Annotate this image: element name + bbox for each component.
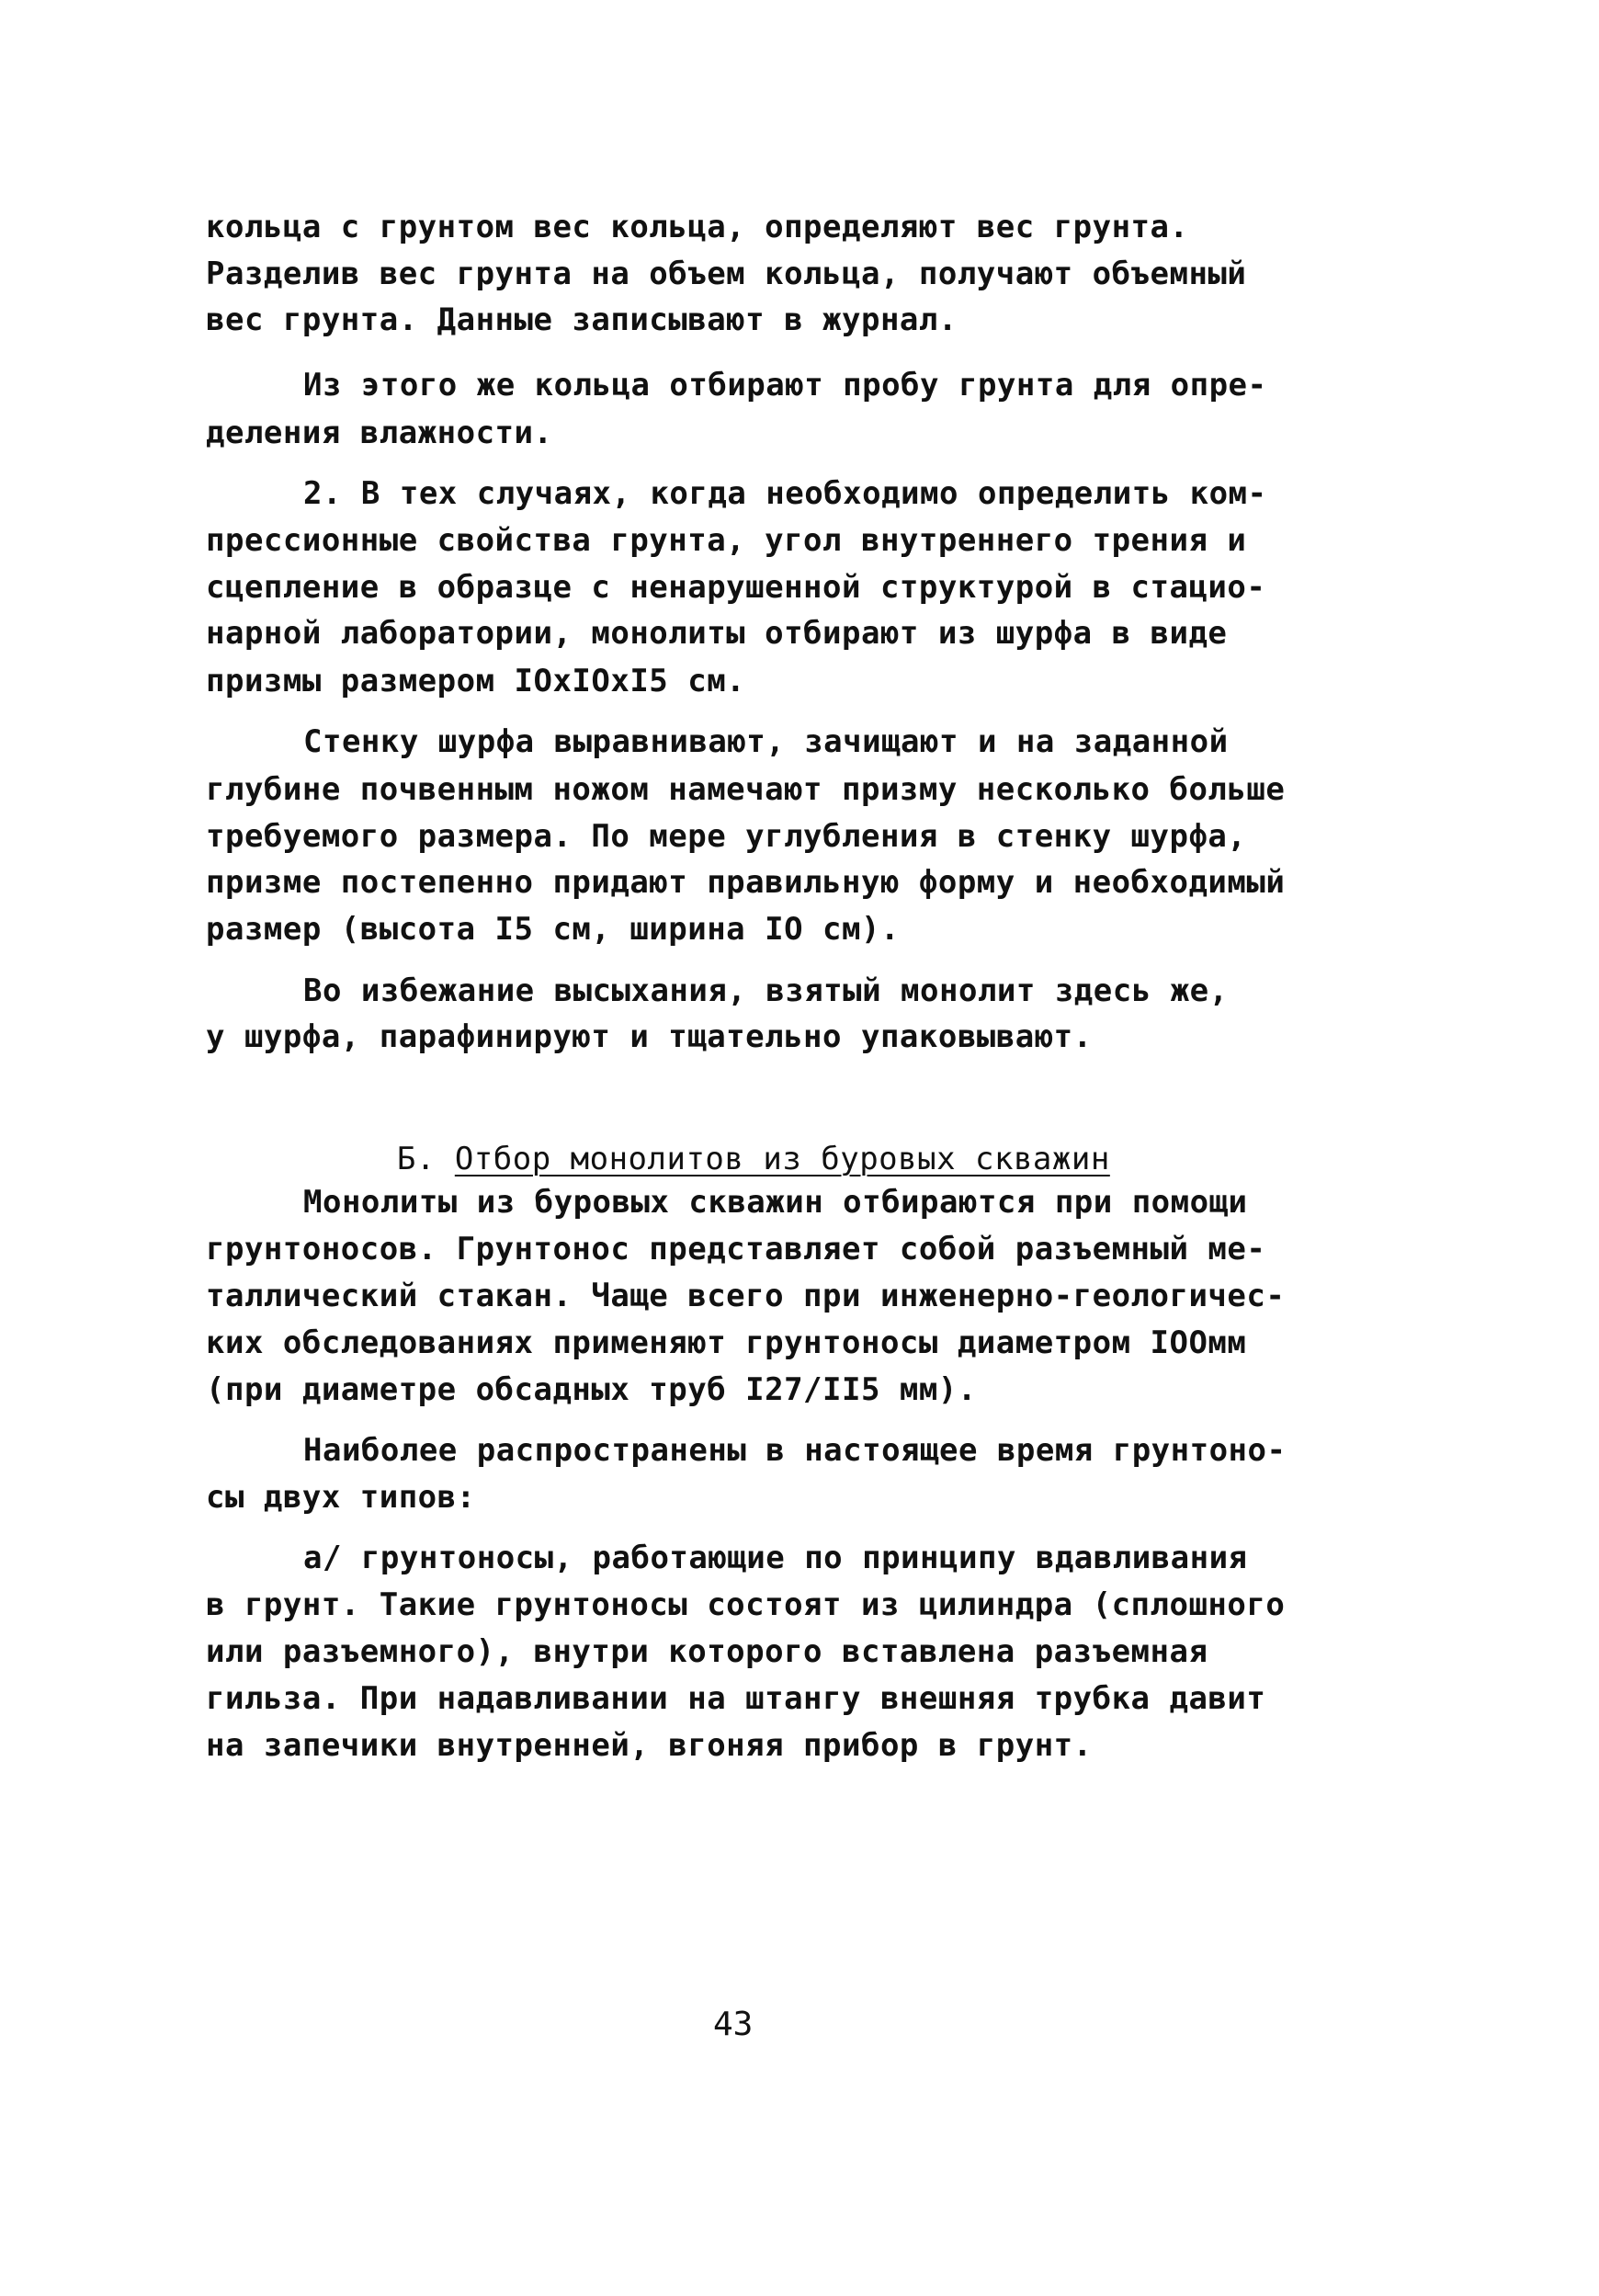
text-line: или разъемного), внутри которого вставлена разъемная bbox=[206, 1633, 1208, 1670]
text-line: кольца с грунтом вес кольца, определяют вес грунта. bbox=[206, 209, 1189, 245]
text-line: в грунт. Такие грунтоносы состоят из цилиндра (сплошного bbox=[206, 1586, 1286, 1623]
text-line: призме постепенно придают правильную форму и необходимый bbox=[206, 864, 1286, 901]
text-line: а/ грунтоносы, работающие по принципу вдавливания bbox=[303, 1540, 1248, 1576]
text-line: гильза. При надавливании на штангу внешняя трубка давит bbox=[206, 1680, 1266, 1717]
text-line: Стенку шурфа выравнивают, зачищают и на заданной bbox=[303, 723, 1229, 760]
text-line: размер (высота I5 см, ширина IO см). bbox=[206, 911, 900, 948]
text-line: Во избежание высыхания, взятый монолит здесь же, bbox=[303, 972, 1229, 1009]
text-line: нарной лаборатории, монолиты отбирают из шурфа в виде bbox=[206, 615, 1228, 652]
text-line: Монолиты из буровых скважин отбираются при помощи bbox=[303, 1184, 1248, 1221]
text-line: глубине почвенным ножом намечают призму несколько больше bbox=[206, 771, 1286, 808]
text-line: вес грунта. Данные записывают в журнал. bbox=[206, 301, 958, 338]
text-line: 2. В тех случаях, когда необходимо определить ком- bbox=[303, 475, 1267, 512]
text-line: деления влажности. bbox=[206, 415, 553, 451]
text-line: ких обследованиях применяют грунтоносы диаметром IOOмм bbox=[206, 1324, 1247, 1361]
text-line: таллический стакан. Чаще всего при инженерно-геологичес- bbox=[206, 1278, 1286, 1314]
page-number: 43 bbox=[713, 2006, 754, 2043]
text-line: требуемого размера. По мере углубления в стенку шурфа, bbox=[206, 818, 1247, 855]
text-line: призмы размером IOxIOxI5 см. bbox=[206, 663, 746, 699]
section-title: Отбор монолитов из буровых скважин bbox=[454, 1141, 1110, 1177]
text-line: (при диаметре обсадных труб I27/II5 мм). bbox=[206, 1371, 977, 1408]
text-line: сы двух типов: bbox=[206, 1479, 476, 1516]
text-line: у шурфа, парафинируют и тщательно упаковывают. bbox=[206, 1018, 1093, 1055]
text-line: Разделив вес грунта на объем кольца, получают объемный bbox=[206, 256, 1247, 292]
text-line: Из этого же кольца отбирают пробу грунта для опре- bbox=[303, 367, 1267, 404]
text-line: грунтоносов. Грунтонос представляет собой разъемный ме- bbox=[206, 1231, 1266, 1267]
text-line: сцепление в образце с ненарушенной структурой в стацио- bbox=[206, 569, 1266, 606]
text-line: Наиболее распространены в настоящее время грунтоно- bbox=[303, 1432, 1287, 1469]
section-letter: Б. bbox=[396, 1141, 436, 1177]
text-line: прессионные свойства грунта, угол внутреннего трения и bbox=[206, 522, 1247, 559]
text-line: на запечики внутренней, вгоняя прибор в грунт. bbox=[206, 1727, 1093, 1764]
